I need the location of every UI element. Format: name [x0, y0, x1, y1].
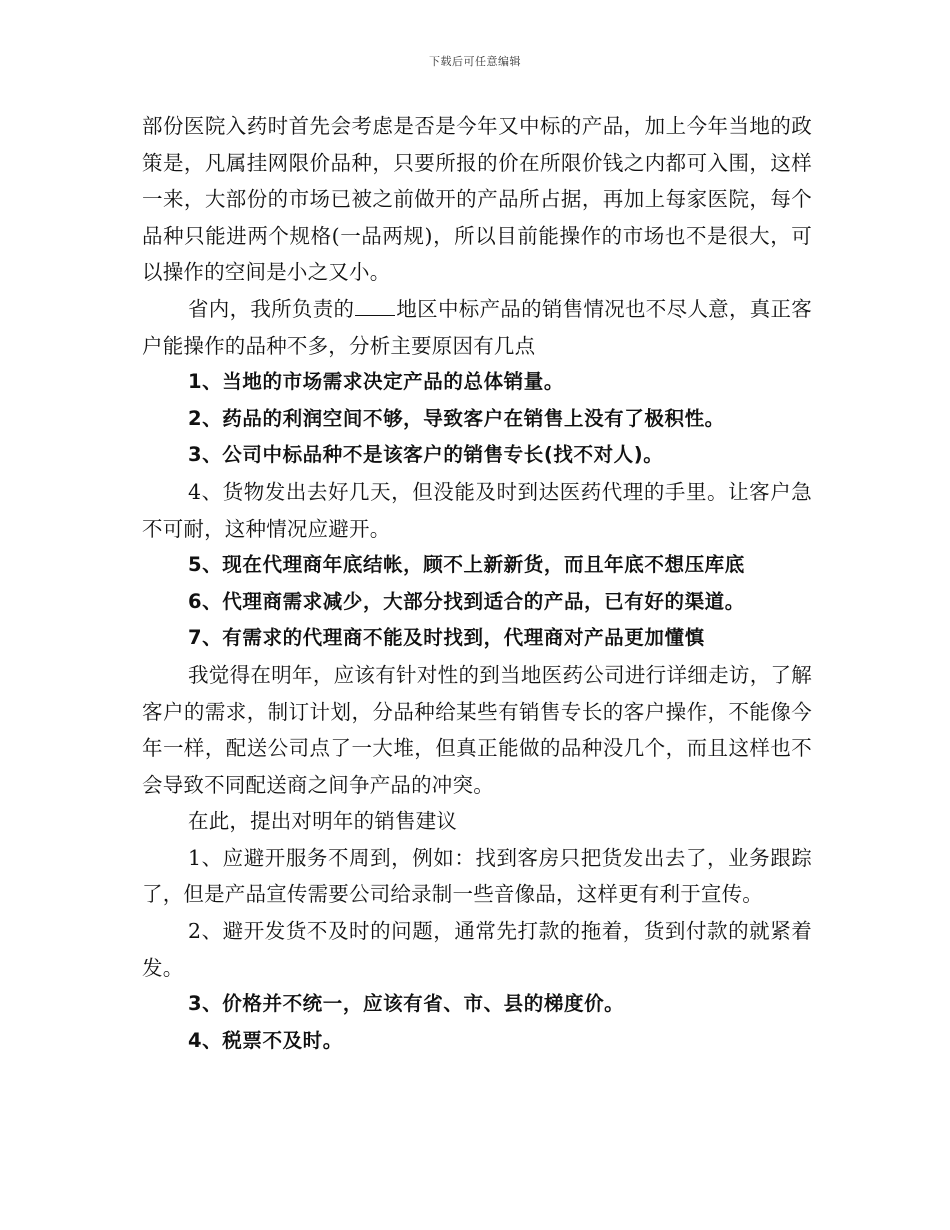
- reason-item-4: 4、货物发出去好几天，但没能及时到达医药代理的手里。让客户急不可耐，这种情况应避开。: [142, 479, 812, 541]
- paragraph-province-sales: [142, 291, 812, 364]
- paragraph-next-year-plan: 我觉得在明年，应该有针对性的到当地医药公司进行详细走访，了解客户的需求，制订计划，分品种给某些有销售专长的客户操作，不能像今年一样，配送公司点了一大堆，但真正能做的品种没几个，而且这样也不会导致不同配送商之间争产品的冲突。: [142, 662, 812, 797]
- suggestion-item-1: 1、应避开服务不周到，例如：找到客房只把货发出去了，业务跟踪了，但是产品宣传需要公司给录制一些音像品，这样更有利于宣传。: [142, 845, 812, 907]
- paragraph-suggestions-intro: 在此，提出对明年的销售建议: [188, 809, 458, 834]
- page-header: 下载后可任意编辑: [429, 55, 521, 68]
- paragraph-province-sales-before: 省内，我所负责的: [188, 296, 355, 321]
- suggestion-item-3: 3、价格并不统一，应该有省、市、县的梯度价。: [188, 992, 625, 1016]
- reason-item-1: 1、当地的市场需求决定产品的总体销量。: [188, 370, 564, 394]
- paragraph-hospital-entry: 部份医院入药时首先会考虑是否是今年又中标的产品，加上今年当地的政策是，凡属挂网限价品种，只要所报的价在所限价钱之内都可入围，这样一来，大部份的市场已被之前做开的产品所占据，再加上每家医院，每个品种只能进两个规格(一品两规)，所以目前能操作的市场也不是很大，可以操作的空间是小之又小。: [142, 114, 812, 285]
- reason-item-6: 6、代理商需求减少，大部分找到适合的产品，已有好的渠道。: [188, 589, 745, 613]
- reason-item-5: 5、现在代理商年底结帐，顾不上新新货，而且年底不想压库底: [188, 553, 745, 577]
- reason-item-2: 2、药品的利润空间不够，导致客户在销售上没有了极积性。: [188, 406, 725, 430]
- blank-underline: [355, 295, 395, 316]
- suggestion-item-2: 2、避开发货不及时的问题，通常先打款的拖着，货到付款的就紧着发。: [142, 919, 812, 980]
- paragraph-province-sales-after: 地区中标产品的销售情况也不尽人意，真正客户能操作的品种不多，分析主要原因有几点: [142, 296, 813, 358]
- reason-item-3: 3、公司中标品种不是该客户的销售专长(找不对人)。: [188, 443, 664, 467]
- reason-item-7: 7、有需求的代理商不能及时找到，代理商对产品更加懂慎: [188, 626, 705, 650]
- document-body: [142, 108, 812, 1059]
- suggestion-item-4: 4、税票不及时。: [188, 1028, 343, 1052]
